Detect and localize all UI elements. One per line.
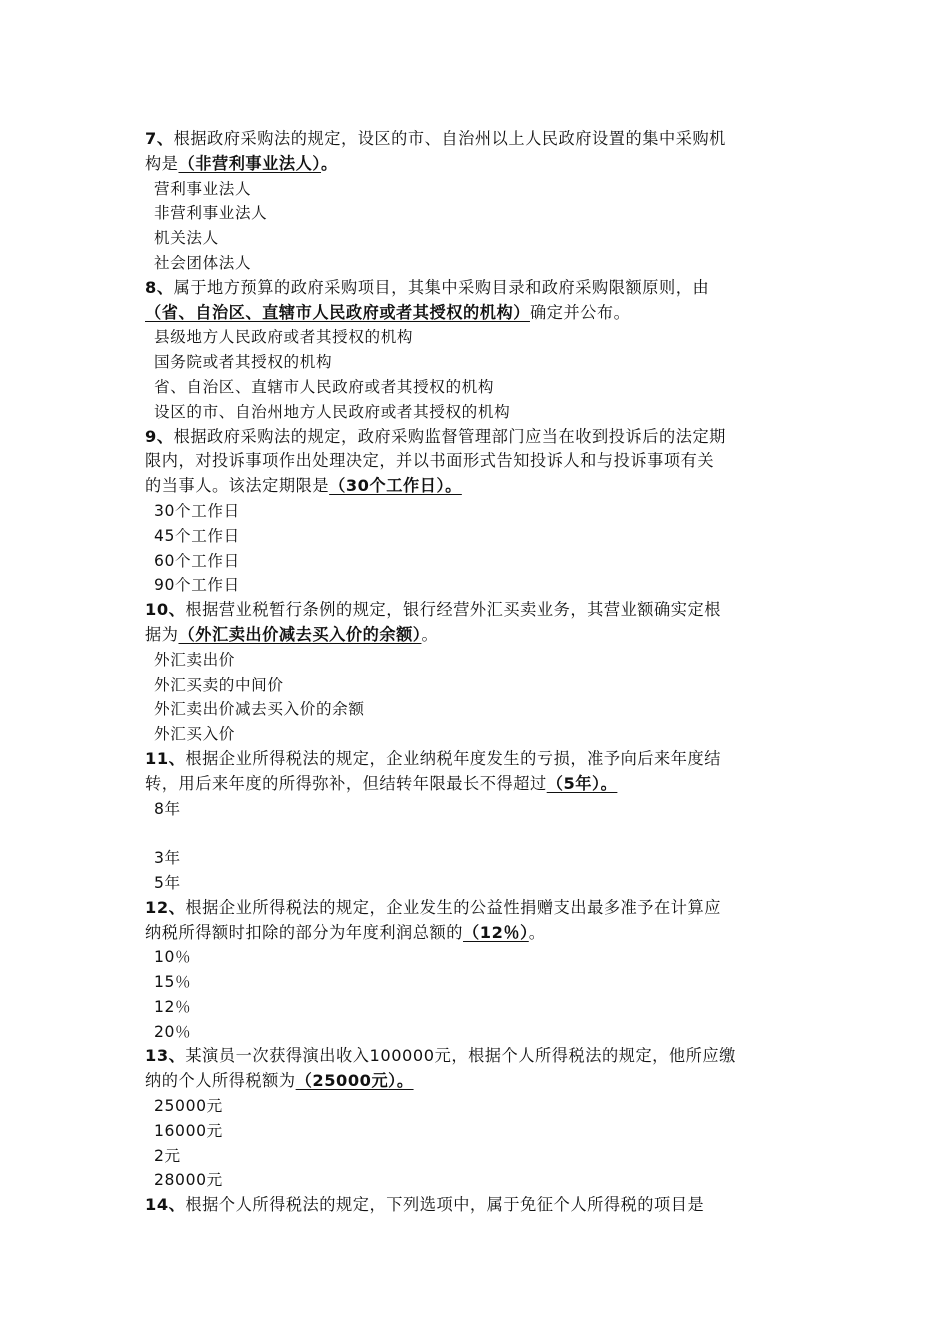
answer-text: （非营利事业法人） xyxy=(178,153,322,173)
question-text: 。 xyxy=(528,922,546,942)
question-text: 据为 xyxy=(145,624,179,644)
option: 3年 xyxy=(154,849,181,868)
option: 10％ xyxy=(154,948,192,967)
answer-text: （外汇卖出价减去买入价的余额） xyxy=(178,624,422,644)
question-13 xyxy=(145,1044,810,1193)
option: 60个工作日 xyxy=(154,551,240,570)
question-number: 9 xyxy=(145,426,157,446)
answer-text: （30个工作日）。 xyxy=(329,476,462,496)
question-12 xyxy=(145,896,810,1045)
question-number: 8 xyxy=(145,277,157,297)
option: 营利事业法人 xyxy=(154,179,252,198)
option: 2元 xyxy=(154,1146,181,1165)
option: 外汇卖出价减去买入价的余额 xyxy=(154,700,365,719)
question-14 xyxy=(145,1193,810,1218)
question-text: 构是 xyxy=(145,153,179,173)
question-separator: 、 xyxy=(168,748,186,768)
option: 外汇买入价 xyxy=(154,725,235,744)
option: 15％ xyxy=(154,973,192,992)
question-text: 根据企业所得税法的规定，企业纳税年度发生的亏损，准予向后来年度结 xyxy=(185,748,721,768)
question-text: 根据政府采购法的规定，设区的市、自治州以上人民政府设置的集中采购机 xyxy=(173,129,726,148)
option: 12％ xyxy=(154,997,192,1016)
question-text: 某演员一次获得演出收入100000元，根据个人所得税法的规定，他所应缴 xyxy=(185,1046,736,1066)
question-text: 转，用后来年度的所得弥补，但结转年限最长不得超过 xyxy=(145,773,547,793)
option: 社会团体法人 xyxy=(154,253,252,272)
question-separator: 、 xyxy=(156,129,174,148)
option: 20％ xyxy=(154,1022,192,1041)
option: 16000元 xyxy=(154,1121,223,1140)
option: 非营利事业法人 xyxy=(154,204,268,223)
question-separator: 、 xyxy=(168,897,186,917)
question-number: 13 xyxy=(145,1046,169,1066)
question-text: 。 xyxy=(321,153,338,173)
question-11 xyxy=(145,747,810,896)
question-text: 纳的个人所得税额为 xyxy=(145,1071,296,1091)
option: 28000元 xyxy=(154,1171,223,1190)
answer-text: （5年）。 xyxy=(546,773,618,793)
question-number: 14 xyxy=(145,1195,169,1215)
option: 45个工作日 xyxy=(154,526,240,545)
option: 国务院或者其授权的机构 xyxy=(154,353,333,372)
question-text: 根据营业税暂行条例的规定，银行经营外汇买卖业务，其营业额确实定根 xyxy=(185,600,721,620)
question-text: 。 xyxy=(421,624,439,644)
question-text: 属于地方预算的政府采购项目，其集中采购目录和政府采购限额原则，由 xyxy=(173,277,710,297)
question-separator: 、 xyxy=(168,1195,186,1215)
question-text: 根据个人所得税法的规定，下列选项中，属于免征个人所得税的项目是 xyxy=(185,1195,705,1215)
question-text: 根据企业所得税法的规定，企业发生的公益性捐赠支出最多准予在计算应 xyxy=(185,897,721,917)
question-10 xyxy=(145,598,810,747)
option: 5年 xyxy=(154,873,181,892)
option: 县级地方人民政府或者其授权的机构 xyxy=(154,328,414,347)
question-number: 10 xyxy=(145,600,169,620)
question-text: 限内，对投诉事项作出处理决定，并以书面形式告知投诉人和与投诉事项有关 xyxy=(145,451,715,471)
question-number: 7 xyxy=(145,129,157,148)
option: 设区的市、自治州地方人民政府或者其授权的机构 xyxy=(154,402,511,421)
answer-text: （25000元）。 xyxy=(295,1071,414,1091)
answer-text: （12％） xyxy=(463,922,529,942)
option xyxy=(145,821,810,846)
option: 外汇买卖的中间价 xyxy=(154,675,284,694)
option: 8年 xyxy=(154,799,181,818)
question-8 xyxy=(145,276,810,425)
question-separator: 、 xyxy=(156,277,174,297)
option: 省、自治区、直辖市人民政府或者其授权的机构 xyxy=(154,377,495,396)
question-separator: 、 xyxy=(168,600,186,620)
document-page xyxy=(145,127,810,1218)
option: 机关法人 xyxy=(154,229,219,248)
answer-text: （省、自治区、直辖市人民政府或者其授权的机构） xyxy=(145,302,530,322)
question-7 xyxy=(145,127,810,276)
option: 90个工作日 xyxy=(154,576,240,595)
question-text: 根据政府采购法的规定，政府采购监督管理部门应当在收到投诉后的法定期 xyxy=(173,426,726,446)
question-separator: 、 xyxy=(168,1046,186,1066)
question-text: 纳税所得额时扣除的部分为年度利润总额的 xyxy=(145,922,464,942)
option: 30个工作日 xyxy=(154,501,240,520)
question-9 xyxy=(145,425,810,599)
question-text: 确定并公布。 xyxy=(529,302,631,322)
option: 外汇卖出价 xyxy=(154,650,235,669)
question-number: 12 xyxy=(145,897,169,917)
question-number: 11 xyxy=(145,748,169,768)
question-text: 的当事人。该法定期限是 xyxy=(145,476,330,496)
question-separator: 、 xyxy=(156,426,174,446)
option: 25000元 xyxy=(154,1097,223,1116)
